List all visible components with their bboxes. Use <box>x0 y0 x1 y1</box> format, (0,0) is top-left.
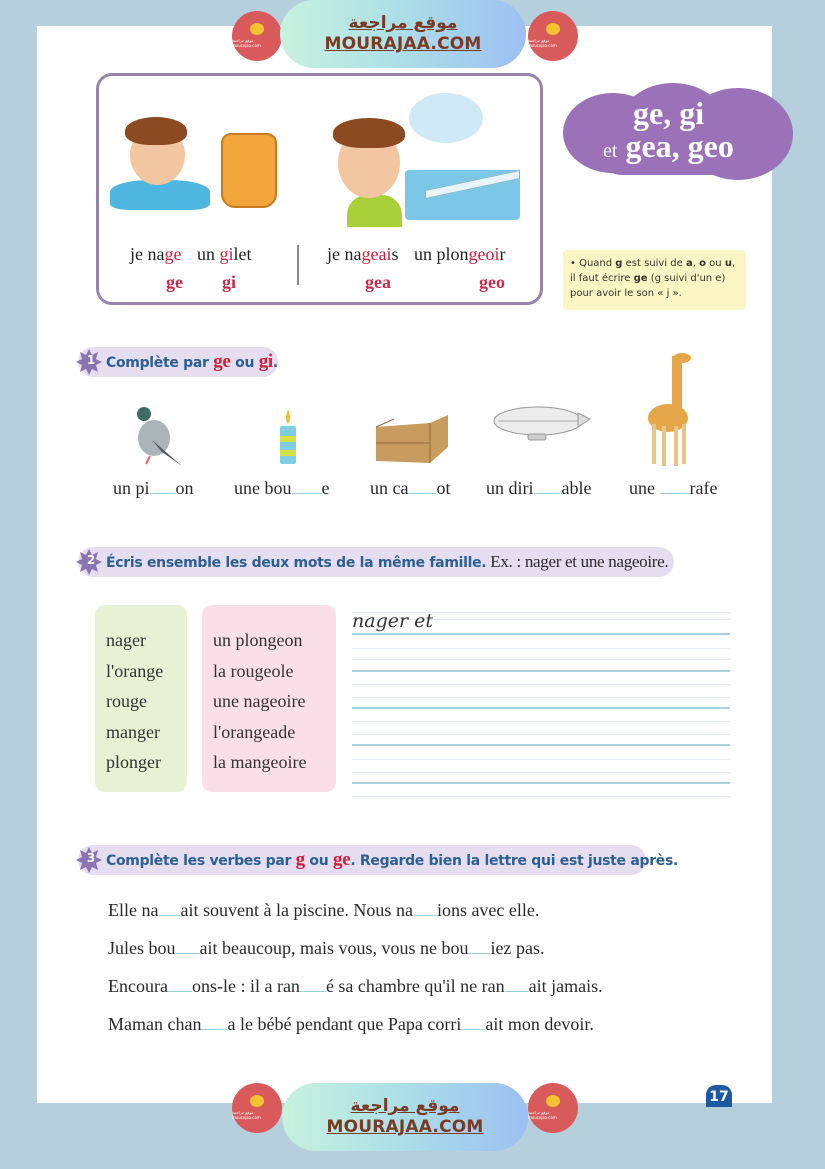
crate-picture <box>374 413 450 465</box>
example-un-gilet: un gilet <box>197 244 252 264</box>
sentence-4: Maman chan a le bébé pendant que Papa corri ait mon devoir. <box>108 1014 594 1034</box>
logo-icon <box>250 1095 264 1107</box>
exercise-1-header: 1 Complète par ge ou gi. <box>78 347 278 377</box>
syllable-gea: gea <box>365 272 391 292</box>
logo-icon <box>546 23 560 35</box>
word-girafe: une rafe <box>629 478 718 498</box>
fill-blank[interactable] <box>150 493 176 494</box>
pigeon-picture <box>132 402 186 468</box>
fill-blank[interactable] <box>468 953 490 954</box>
giraffe-picture <box>644 352 700 468</box>
example-divider <box>297 245 299 285</box>
fill-blank[interactable] <box>300 991 326 992</box>
exercise-1-instruction: Complète par ge ou gi. <box>106 351 278 372</box>
life-vest-illustration <box>221 133 277 208</box>
fill-blank[interactable] <box>168 991 192 992</box>
word-bougie: une bou e <box>234 478 330 498</box>
lesson-title-cloud <box>563 83 772 180</box>
example-je-nageais: je nageais <box>327 244 399 264</box>
watermark-badge-right: موقع مراجعة mourajaa.com <box>528 1083 578 1133</box>
lesson-title-line1: ge, gi <box>633 95 705 131</box>
word-column-verbs: nager l'orange rouge manger plonger <box>95 605 187 792</box>
sentence-3: Encoura ons-le : il a ran é sa chambre qu'il ne ran ait jamais. <box>108 976 603 996</box>
watermark-banner-bottom[interactable]: موقع مراجعة MOURAJAA.COM <box>282 1083 528 1151</box>
lesson-title-line2: et gea, geo <box>603 128 734 164</box>
watermark-badge-right: موقع مراجعة mourajaa.com <box>528 11 578 61</box>
sentence-2: Jules bou ait beaucoup, mais vous, vous ne bou iez pas. <box>108 938 545 958</box>
watermark-banner-top[interactable]: موقع مراجعة MOURAJAA.COM <box>280 0 526 68</box>
thought-bubble-illustration <box>409 93 483 143</box>
fill-blank[interactable] <box>534 493 562 494</box>
boy-hair <box>125 117 187 145</box>
writing-lines[interactable] <box>352 604 732 799</box>
syllable-gi: gi <box>222 272 237 292</box>
watermark-badge-left: موقع مراجعة mourajaa.com <box>232 1083 282 1133</box>
word-cageot: un ca ot <box>370 478 451 498</box>
fill-blank[interactable] <box>413 915 437 916</box>
exercise-2-instruction: Écris ensemble les deux mots de la même famille. Ex. : nager et une nageoire. <box>106 552 669 571</box>
airship-picture <box>492 405 592 445</box>
word-column-nouns: un plongeon la rougeole une nageoire l'orangeade la mangeoire <box>202 605 336 792</box>
fill-blank[interactable] <box>660 493 690 494</box>
word-pigeon: un pi on <box>113 478 194 498</box>
fill-blank[interactable] <box>158 915 180 916</box>
example-un-plongeoir: un plongeoir <box>414 244 506 264</box>
exercise-3-instruction: Complète les verbes par g ou ge. Regarde bien la lettre qui est juste après. <box>106 849 679 870</box>
syllable-geo: geo <box>479 272 505 292</box>
logo-icon <box>546 1095 560 1107</box>
answer-start-text: nager et <box>352 610 433 632</box>
syllable-ge: ge <box>166 272 183 292</box>
fill-blank[interactable] <box>408 493 436 494</box>
page-number: 17 <box>706 1085 732 1107</box>
example-je-nage: je nage <box>130 244 182 264</box>
candle-picture <box>277 410 299 466</box>
sentence-1: Elle na ait souvent à la piscine. Nous na ions avec elle. <box>108 900 540 920</box>
fill-blank[interactable] <box>505 991 529 992</box>
boy-hair <box>333 118 405 148</box>
exercise-3-header: 3 Complète les verbes par g ou ge. Regarde bien la lettre qui est juste après. <box>78 845 646 875</box>
exercise-2-header: 2 Écris ensemble les deux mots de la même famille. Ex. : nager et une nageoire. <box>78 547 674 577</box>
fill-blank[interactable] <box>292 493 322 494</box>
word-dirigeable: un diri able <box>486 478 592 498</box>
watermark-badge-left: موقع مراجعة mourajaa.com <box>232 11 282 61</box>
fill-blank[interactable] <box>176 953 200 954</box>
logo-icon <box>250 23 264 35</box>
rule-note: • Quand g est suivi de a, o ou u, il faut écrire ge (g suivi d'un e) pour avoir le son « j ». <box>563 250 746 310</box>
boy-shirt <box>347 195 402 227</box>
fill-blank[interactable] <box>201 1029 227 1030</box>
fill-blank[interactable] <box>461 1029 485 1030</box>
